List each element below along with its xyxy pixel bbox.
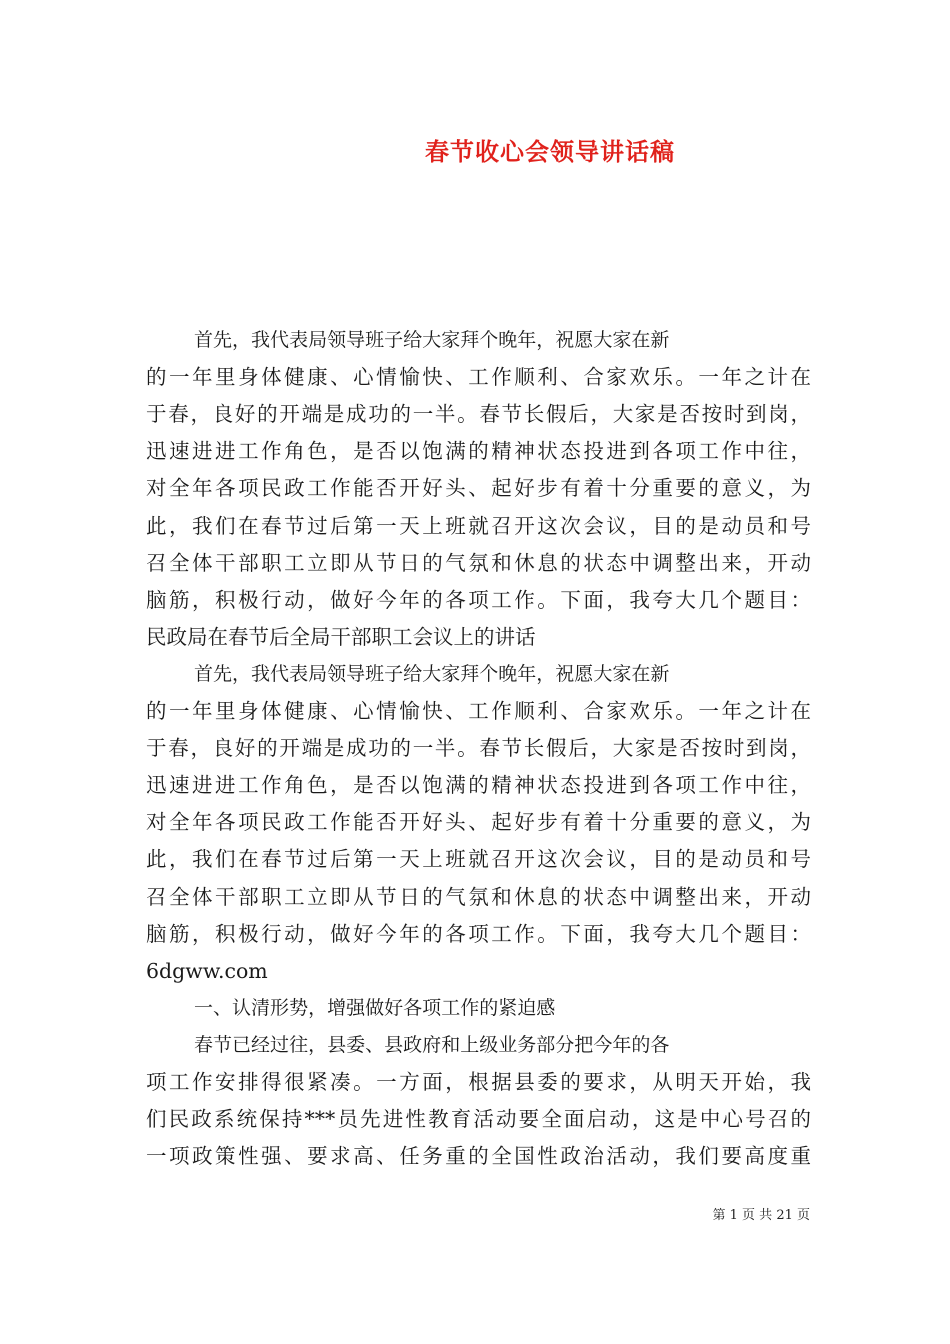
body-line: 迅速进进工作角色，是否以饱满的精神状态投进到各项工作中往， (146, 773, 811, 798)
body-line: 召全体干部职工立即从节日的气氛和休息的状态中调整出来，开动 (146, 884, 811, 909)
body-line: 们民政系统保持***员先进性教育活动要全面启动，这是中心号召的 (146, 1107, 811, 1132)
body-line: 6dgww.com (146, 958, 268, 983)
body-line: 首先，我代表局领导班子给大家拜个晚年，祝愿大家在新 (194, 329, 670, 351)
body-line: 召全体干部职工立即从节日的气氛和休息的状态中调整出来，开动 (146, 550, 811, 575)
body-line: 脑筋，积极行动，做好今年的各项工作。下面，我夸大几个题目： (146, 587, 811, 612)
page-footer: 第 1 页 共 21 页 (712, 1208, 810, 1223)
body-line: 项工作安排得很紧凑。一方面，根据县委的要求，从明天开始，我 (146, 1070, 811, 1094)
body-line: 于春，良好的开端是成功的一半。春节长假后，大家是否按时到岗， (146, 736, 811, 761)
body-line: 脑筋，积极行动，做好今年的各项工作。下面，我夸大几个题目： (146, 921, 811, 946)
body-line: 迅速进进工作角色，是否以饱满的精神状态投进到各项工作中往， (146, 439, 811, 464)
body-line: 一项政策性强、要求高、任务重的全国性政治活动，我们要高度重 (146, 1144, 811, 1169)
body-line: 春节已经过往，县委、县政府和上级业务部分把今年的各 (194, 1033, 670, 1056)
body-line: 的一年里身体健康、心情愉快、工作顺利、合家欢乐。一年之计在 (146, 699, 811, 723)
document-title: 春节收心会领导讲话稿 (425, 137, 675, 166)
body-line: 首先，我代表局领导班子给大家拜个晚年，祝愿大家在新 (194, 662, 670, 685)
body-line: 的一年里身体健康、心情愉快、工作顺利、合家欢乐。一年之计在 (146, 365, 811, 390)
body-line: 民政局在春节后全局干部职工会议上的讲话 (146, 624, 536, 649)
section-heading: 一、认清形势，增强做好各项工作的紧迫感 (194, 996, 556, 1019)
body-line: 此，我们在春节过后第一天上班就召开这次会议，目的是动员和号 (146, 847, 811, 872)
body-line: 对全年各项民政工作能否开好头、起好步有着十分重要的意义，为 (146, 476, 811, 501)
body-line: 于春，良好的开端是成功的一半。春节长假后，大家是否按时到岗， (146, 402, 811, 427)
body-line: 此，我们在春节过后第一天上班就召开这次会议，目的是动员和号 (146, 513, 811, 538)
body-line: 对全年各项民政工作能否开好头、起好步有着十分重要的意义，为 (146, 810, 811, 835)
